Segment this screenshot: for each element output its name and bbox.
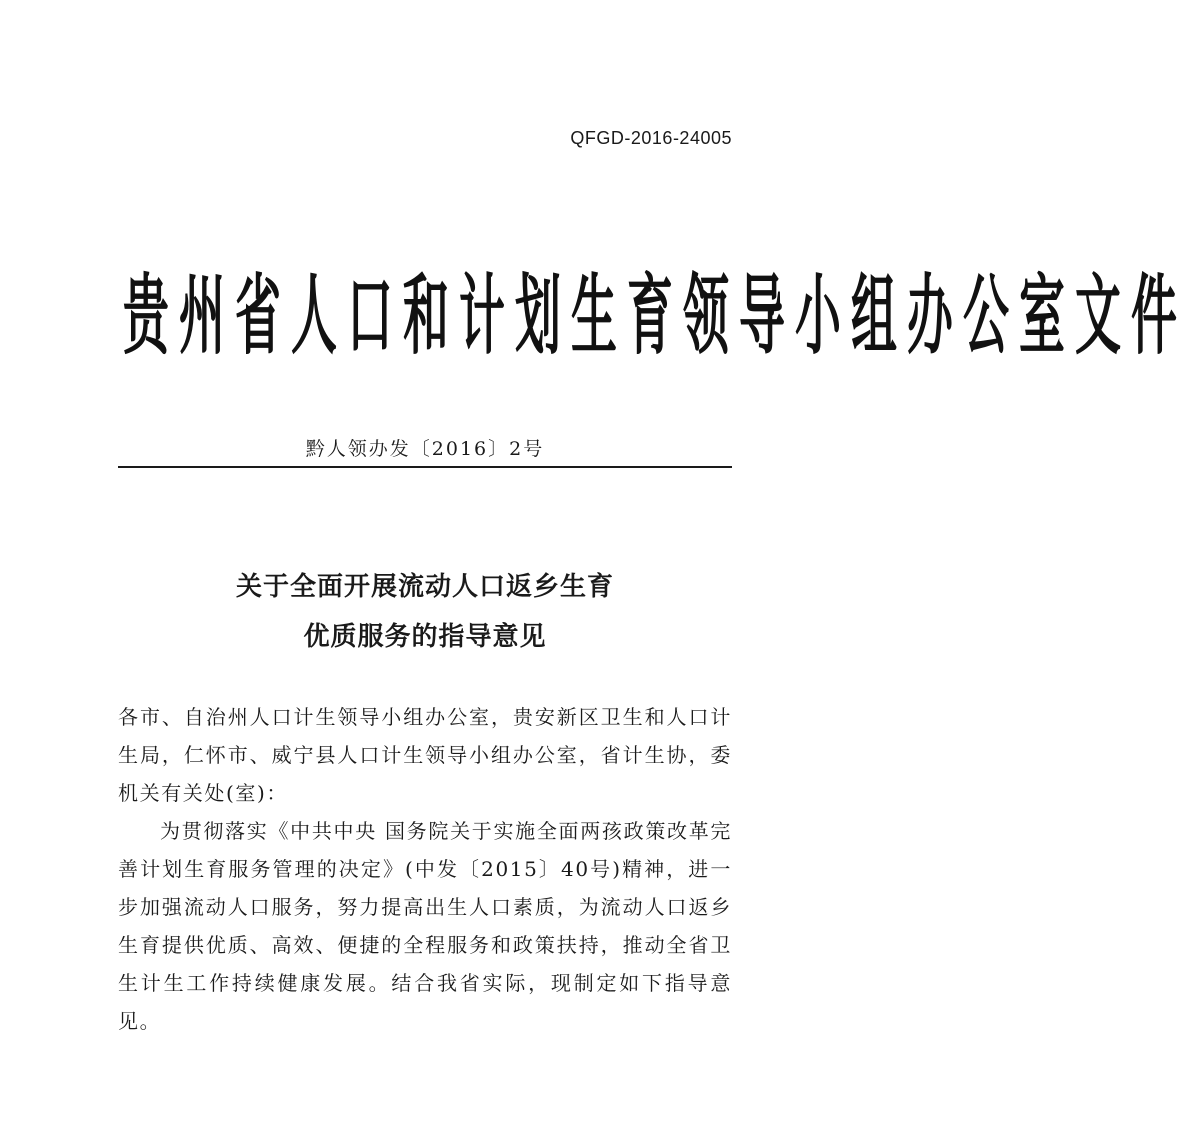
addressee-paragraph: 各市、自治州人口计生领导小组办公室，贵安新区卫生和人口计生局，仁怀市、威宁县人口计生领导小组办公室，省计生协，委机关有关处(室)：	[118, 705, 732, 805]
masthead-char: 件	[1131, 266, 1177, 368]
masthead-char: 小	[795, 266, 841, 368]
masthead-char: 划	[515, 266, 561, 368]
masthead-char: 育	[627, 266, 673, 368]
masthead-char: 导	[739, 266, 785, 368]
masthead-char: 办	[907, 266, 953, 368]
masthead-char: 室	[1019, 266, 1065, 368]
document-title-line-1: 关于全面开展流动人口返乡生育	[235, 572, 614, 602]
masthead-title	[118, 262, 1177, 368]
masthead-char: 生	[571, 266, 617, 368]
document-code: QFGD-2016-24005	[570, 128, 732, 148]
masthead-char: 省	[235, 266, 281, 368]
document-body	[118, 698, 732, 1040]
document-number: 黔人领办发〔2016〕2号	[305, 438, 545, 460]
masthead-char: 和	[403, 266, 449, 368]
masthead-char: 计	[459, 266, 505, 368]
masthead-char: 公	[963, 266, 1009, 368]
masthead-char: 文	[1075, 266, 1121, 368]
masthead-char: 人	[291, 266, 337, 368]
masthead-char: 贵	[123, 266, 169, 368]
masthead-char: 州	[179, 266, 225, 368]
masthead-char: 领	[683, 266, 729, 368]
body-paragraph-1: 为贯彻落实《中共中央 国务院关于实施全面两孩政策改革完善计划生育服务管理的决定》(中发〔2015〕40号)精神，进一步加强流动人口服务，努力提高出生人口素质，为流动人口返乡生育提供优质、高效、便捷的全程服务和政策扶持，推动全省卫生计生工作持续健康发展。结合我省实际，现制定如下指导意见。	[118, 819, 732, 1033]
masthead-char: 组	[851, 266, 897, 368]
header-divider	[118, 466, 732, 468]
document-title	[0, 562, 850, 662]
document-title-line-2: 优质服务的指导意见	[303, 622, 547, 652]
masthead-char: 口	[347, 266, 393, 368]
